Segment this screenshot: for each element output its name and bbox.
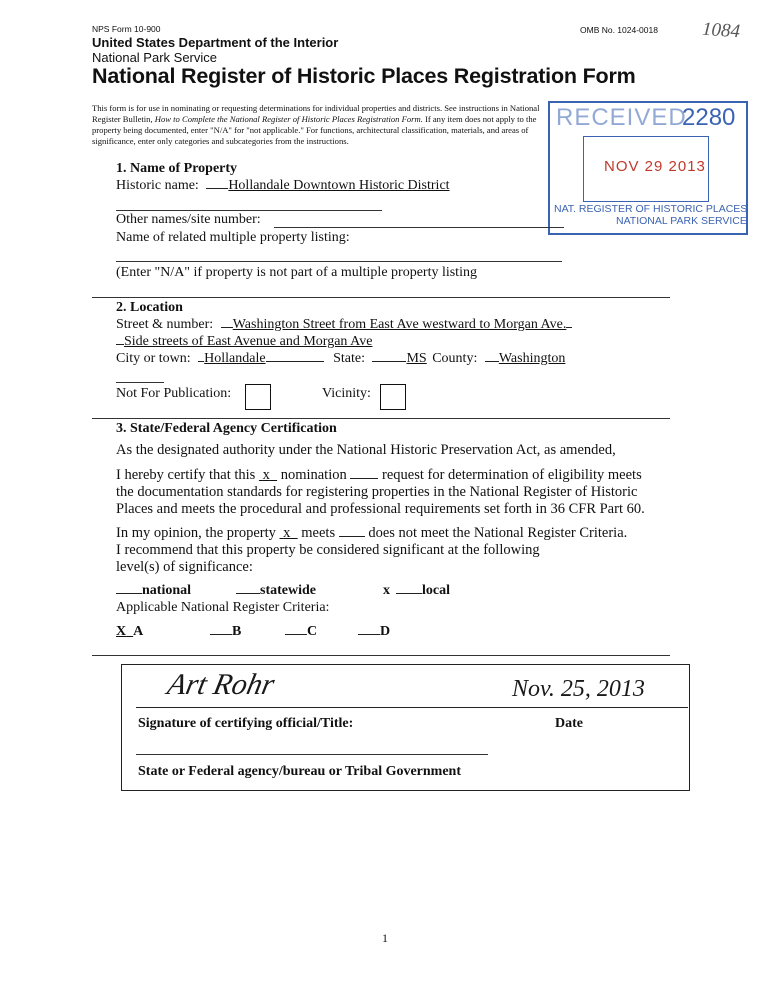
criterion-d: D <box>358 624 390 640</box>
stamp-footer-line2: NATIONAL PARK SERVICE <box>616 215 747 227</box>
signature-date-handwritten: Nov. 25, 2013 <box>512 676 645 702</box>
city-extra-line <box>116 382 164 383</box>
city-row <box>116 351 565 367</box>
page-number: 1 <box>382 931 388 945</box>
stamp-number: 2280 <box>682 104 736 131</box>
agency-line <box>136 754 488 755</box>
section2-heading: 2. Location <box>116 300 183 315</box>
street-value: Washington Street from East Ave westward to Morgan Ave. <box>232 317 567 332</box>
certify-request-blank <box>350 478 378 479</box>
certify-line-2: the documentation standards for registering properties in the National Register of Historic <box>116 484 638 500</box>
street-row-2 <box>116 334 372 350</box>
recommend-line-2: level(s) of significance: <box>116 559 253 575</box>
historic-name-value: Hollandale Downtown Historic District <box>228 178 450 193</box>
criterion-a-mark: X <box>116 624 127 639</box>
opinion-not-meet-blank <box>339 536 365 537</box>
stamp-date: NOV 29 2013 <box>604 158 706 175</box>
section2-divider <box>92 418 670 419</box>
street-value-2: Side streets of East Avenue and Morgan Ave <box>124 334 373 349</box>
section1-divider <box>92 297 670 298</box>
handwritten-number: 1084 <box>701 18 741 43</box>
county-value: Washington <box>498 351 566 366</box>
level-local-mark: x <box>383 583 390 598</box>
certify-line-1 <box>116 467 642 484</box>
form-title: National Register of Historic Places Registration Form <box>92 64 636 88</box>
official-title-label: Signature of certifying official/Title: <box>138 716 354 731</box>
form-number: NPS Form 10-900 <box>92 24 161 34</box>
city-label: City or town: <box>116 351 191 366</box>
signature-line <box>136 707 688 708</box>
date-label: Date <box>555 716 583 731</box>
intro-text-2: If any item does not apply to the property being documented, enter "N/A" for "not applicable." For functions, architectural classification, materials, and areas of significance, enter only categories and subcategories from the instructions. <box>92 114 537 146</box>
state-label: State: <box>333 351 365 366</box>
department-title: United States Department of the Interior <box>92 35 339 50</box>
level-national: national <box>116 583 191 599</box>
opinion-text-b: meets <box>297 525 339 541</box>
historic-name-underline <box>116 210 382 211</box>
criterion-a: X A <box>116 624 144 639</box>
omb-number: OMB No. 1024-0018 <box>580 25 658 35</box>
intro-text-1: This form is for use in nominating or requesting determinations for individual properties and districts. See instructions in National Register Bulletin, <box>92 103 540 124</box>
street-row <box>116 317 572 333</box>
authority-paragraph: As the designated authority under the National Historic Preservation Act, as amended, <box>116 442 616 458</box>
official-signature: Art Rohr <box>164 668 278 701</box>
certify-line-3: Places and meets the procedural and professional requirements set forth in 36 CFR Part 60. <box>116 501 645 517</box>
intro-italic-title: How to Complete the National Register of Historic Places Registration Form. <box>154 114 423 124</box>
criteria-label: Applicable National Register Criteria: <box>116 600 330 615</box>
criterion-b: B <box>210 624 241 640</box>
street-label: Street & number: <box>116 317 214 332</box>
not-for-publication-checkbox[interactable] <box>245 384 271 410</box>
not-for-publication-label: Not For Publication: <box>116 386 232 401</box>
service-title: National Park Service <box>92 50 217 65</box>
certify-nomination-mark: x <box>262 467 270 483</box>
opinion-text-a: In my opinion, the property <box>116 525 280 541</box>
certify-text-c: request for determination of eligibility meets <box>378 467 642 483</box>
vicinity-checkbox[interactable] <box>380 384 406 410</box>
level-local: x local <box>383 583 450 598</box>
vicinity-label: Vicinity: <box>322 386 371 401</box>
intro-paragraph <box>92 103 562 147</box>
opinion-meets-mark: x <box>283 525 291 541</box>
opinion-text-c: does not meet the National Register Criteria. <box>364 525 628 541</box>
na-note: (Enter "N/A" if property is not part of a multiple property listing <box>116 265 477 280</box>
other-names-label: Other names/site number: <box>116 212 261 227</box>
agency-label: State or Federal agency/bureau or Tribal Government <box>138 764 462 779</box>
section3-divider <box>92 655 670 656</box>
related-listing-line <box>116 261 562 262</box>
stamp-received-text: RECEIVED <box>556 104 687 131</box>
city-value: Hollandale <box>204 351 266 366</box>
certify-text-a: I hereby certify that this <box>116 467 259 483</box>
state-value: MS <box>406 351 427 366</box>
historic-name-row <box>116 178 450 194</box>
stamp-footer-line1: NAT. REGISTER OF HISTORIC PLACES <box>554 203 748 215</box>
historic-name-label: Historic name: <box>116 178 199 193</box>
county-label: County: <box>432 351 478 366</box>
recommend-line-1: I recommend that this property be considered significant at the following <box>116 542 540 558</box>
related-listing-label: Name of related multiple property listing: <box>116 230 350 245</box>
section3-heading: 3. State/Federal Agency Certification <box>116 421 337 436</box>
other-names-line <box>274 227 564 228</box>
section1-heading: 1. Name of Property <box>116 161 238 176</box>
level-statewide: statewide <box>236 583 316 599</box>
opinion-line <box>116 525 627 542</box>
criterion-c: C <box>285 624 317 640</box>
certify-text-b: nomination <box>277 467 351 483</box>
